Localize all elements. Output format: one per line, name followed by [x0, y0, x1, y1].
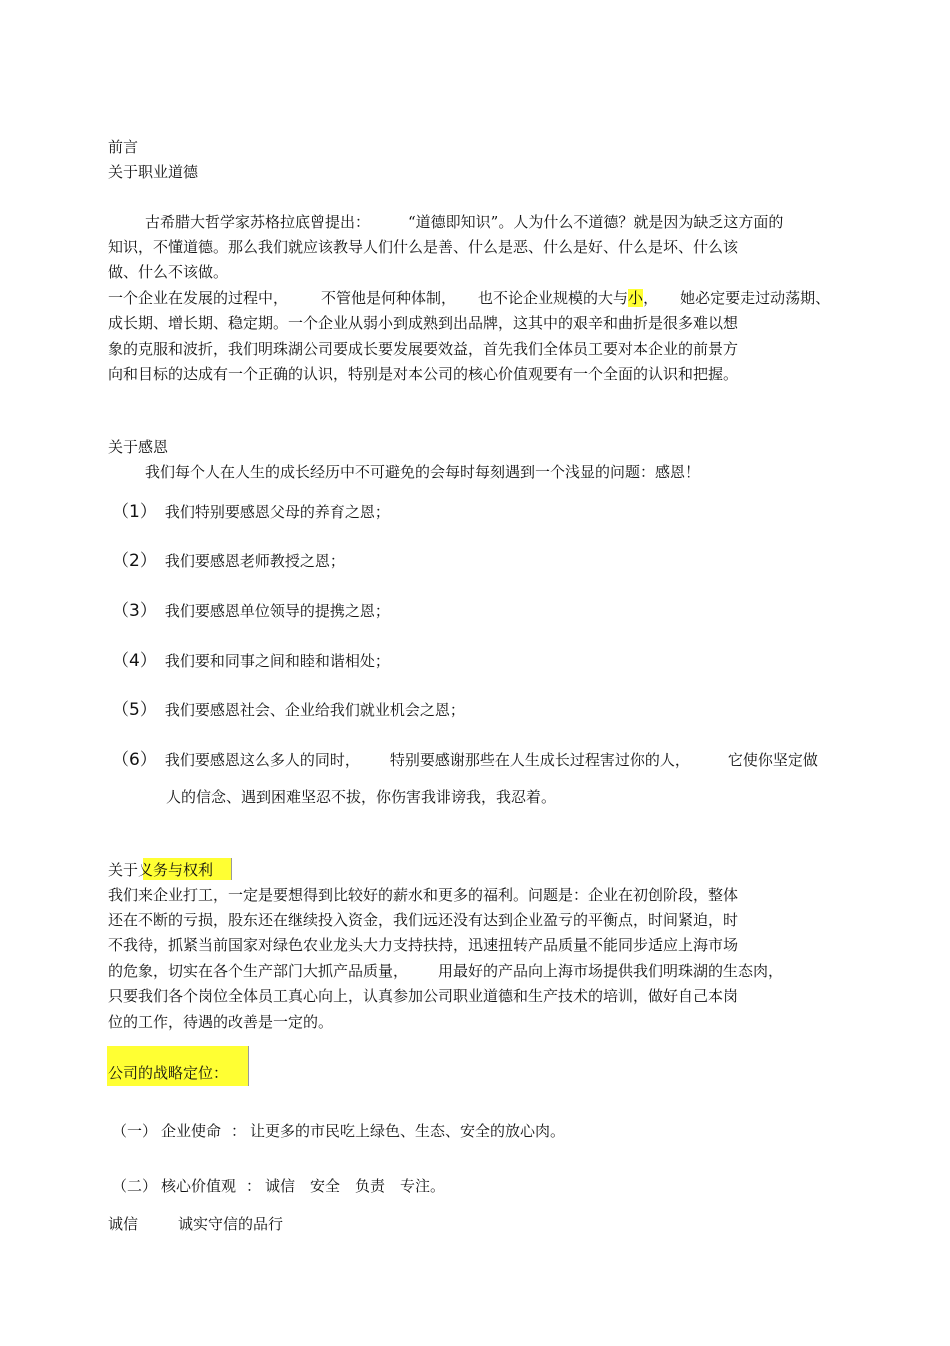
list-text: 特别要感谢那些在人生成长过程害过你的人，: [389, 751, 690, 769]
definition-row: [108, 1214, 283, 1234]
list-text: 它使你坚定做: [727, 751, 818, 769]
term: 诚信: [108, 1215, 139, 1233]
list-text: 我们要和同事之间和睦和谐相处；: [164, 652, 390, 670]
list-number: （一）: [112, 1122, 158, 1140]
text-span: “道德即知识”。人为什么不道德？就是因为缺乏这方面的: [408, 213, 784, 231]
text-span: 的危象，切实在各个生产部门大抓产品质量，: [108, 962, 409, 980]
section-heading-ethics: 关于职业道德: [108, 163, 199, 181]
list-number: （6）: [112, 750, 157, 770]
text-span: 用最好的产品向上海市场提供我们明珠湖的生态肉，: [438, 962, 784, 980]
list-item: [112, 700, 465, 720]
list-item: [112, 502, 390, 522]
list-text: 我们特别要感恩父母的养育之恩；: [164, 503, 390, 521]
text-span: ，: [643, 289, 659, 307]
list-item: [112, 551, 345, 571]
text-span: 不管他是何种体制，: [321, 289, 457, 307]
list-number: （1）: [112, 502, 157, 522]
page-title: 前言: [108, 138, 139, 156]
highlighted-text: 小: [628, 289, 644, 307]
list-text: 我们要感恩老师教授之恩；: [164, 552, 345, 570]
list-item: [112, 651, 390, 671]
label: 核心价值观: [161, 1177, 237, 1195]
ethics-paragraph-line: [145, 212, 783, 232]
text-span: 一个企业在发展的过程中，: [108, 289, 289, 307]
list-number: （5）: [112, 700, 157, 720]
list-item: [112, 750, 818, 770]
ethics-paragraph-line: [108, 288, 830, 308]
ethics-paragraph-line: 知识，不懂道德。那么我们就应该教导人们什么是善、什么是恶、什么是好、什么是坏、什么该: [108, 238, 739, 256]
ethics-paragraph-line: 做、什么不该做。: [108, 263, 229, 281]
text-span: 她必定要走过动荡期、: [680, 289, 831, 307]
duties-paragraph-line: 还在不断的亏损，股东还在继续投入资金，我们远还没有达到企业盈亏的平衡点，时间紧迫，时: [108, 911, 739, 929]
list-text: 我们要感恩社会、企业给我们就业机会之恩；: [164, 701, 465, 719]
separator: ：: [246, 1177, 262, 1195]
duties-paragraph-line: 不我待，抓紧当前国家对绿色农业龙头大力支持扶持，迅速扭转产品质量不能同步适应上海市场: [108, 936, 739, 954]
duties-paragraph-line: [108, 961, 783, 981]
ethics-paragraph-line: 成长期、增长期、稳定期。一个企业从弱小到成熟到出品牌，这其中的艰辛和曲折是很多难以想: [108, 314, 739, 332]
list-number: （3）: [112, 601, 157, 621]
ethics-paragraph-line: 向和目标的达成有一个正确的认识，特别是对本公司的核心价值观要有一个全面的认识和把握。: [108, 365, 739, 383]
list-number: （二）: [112, 1177, 158, 1195]
section-heading-duties: [108, 860, 213, 880]
list-number: （2）: [112, 551, 157, 571]
text-span: 也不论企业规模的大与: [478, 289, 629, 307]
separator: ：: [231, 1122, 247, 1140]
list-item-continuation: 人的信念、遇到困难坚忍不拔，你伤害我诽谤我，我忍着。: [166, 788, 557, 806]
text-span: 古希腊大哲学家苏格拉底曾提出：: [145, 213, 371, 231]
list-item: [112, 601, 390, 621]
strategy-mission: [112, 1121, 565, 1141]
list-text: 我们要感恩这么多人的同时，: [164, 751, 360, 769]
gratitude-intro: 我们每个人在人生的成长经历中不可避免的会每时每刻遇到一个浅显的问题：感恩！: [145, 463, 701, 481]
section-heading-gratitude: 关于感恩: [108, 438, 169, 456]
value: 让更多的市民吃上绿色、生态、安全的放心肉。: [250, 1122, 566, 1140]
list-number: （4）: [112, 651, 157, 671]
definition: 诚实守信的品行: [178, 1215, 284, 1233]
text-span: 关于: [108, 861, 139, 879]
value: 诚信 安全 负责 专注。: [265, 1177, 446, 1195]
duties-paragraph-line: 位的工作，待遇的改善是一定的。: [108, 1013, 334, 1031]
section-heading-strategy: 公司的战略定位：: [108, 1064, 229, 1082]
duties-paragraph-line: 我们来企业打工，一定是要想得到比较好的薪水和更多的福利。问题是：企业在初创阶段，整体: [108, 886, 739, 904]
duties-paragraph-line: 只要我们各个岗位全体员工真心向上，认真参加公司职业道德和生产技术的培训，做好自己本岗: [108, 987, 739, 1005]
highlighted-text: 义务与权利: [138, 861, 214, 879]
strategy-values: [112, 1176, 445, 1196]
list-text: 我们要感恩单位领导的提携之恩；: [164, 602, 390, 620]
ethics-paragraph-line: 象的克服和波折，我们明珠湖公司要成长要发展要效益，首先我们全体员工要对本企业的前景方: [108, 340, 739, 358]
label: 企业使命: [161, 1122, 222, 1140]
